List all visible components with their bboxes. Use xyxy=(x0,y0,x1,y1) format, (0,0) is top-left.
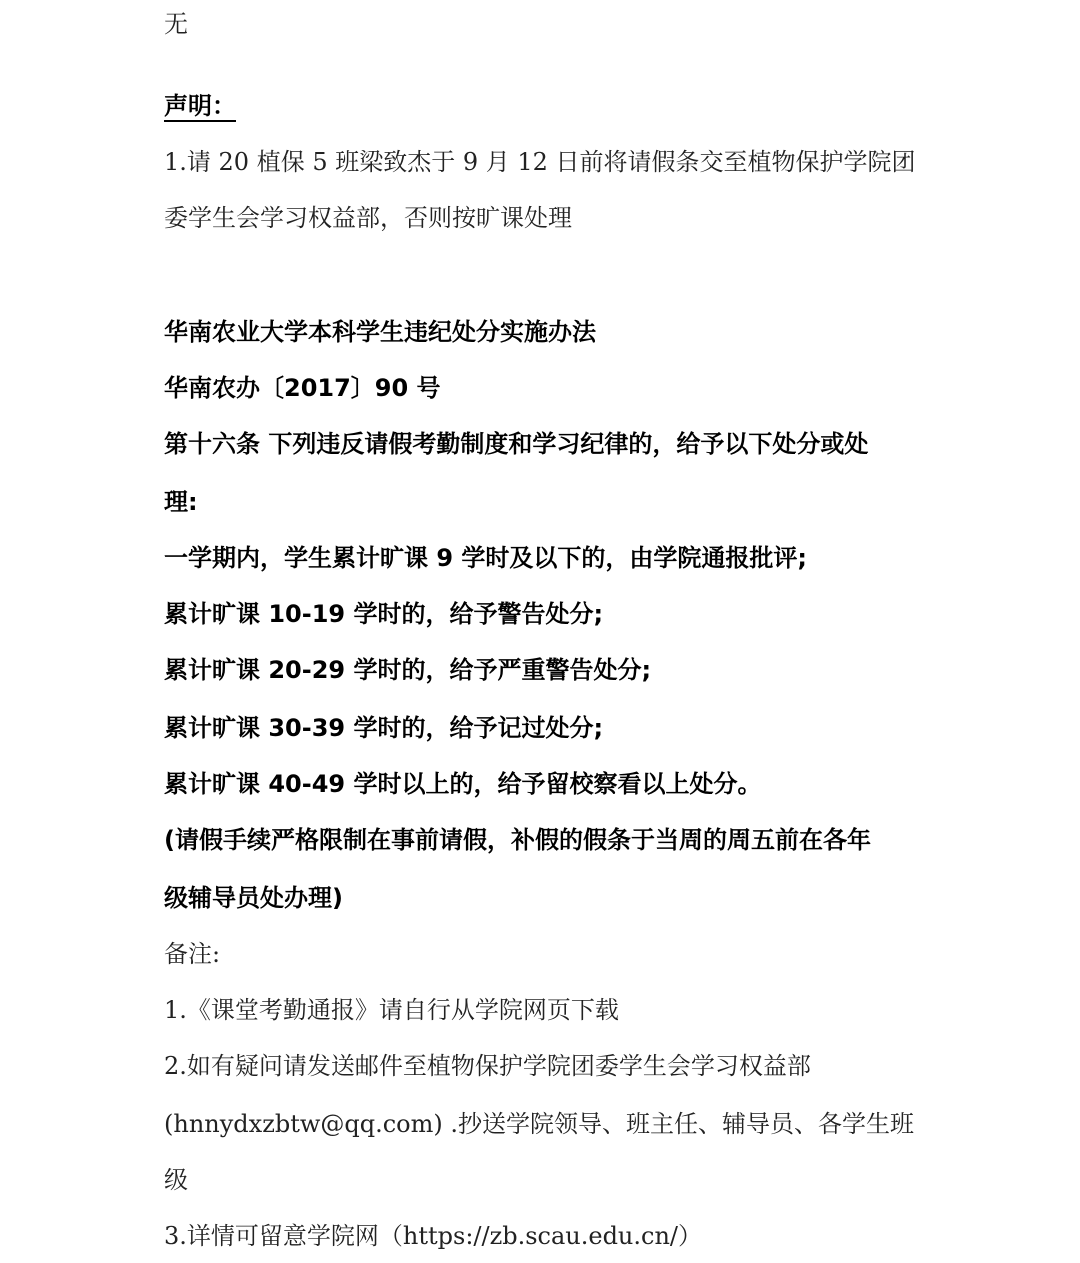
rule-item: 一学期内，学生累计旷课 9 学时及以下的，由学院通报批评; xyxy=(164,544,808,572)
remark-item-1: 1.《课堂考勤通报》请自行从学院网页下载 xyxy=(164,996,619,1024)
statement-item-1-line-1: 1.请 20 植保 5 班梁致杰于 9 月 12 日前将请假条交至植物保护学院团 xyxy=(164,148,916,176)
rule-item: 累计旷课 30-39 学时的，给予记过处分; xyxy=(164,714,604,742)
leave-note-line-2: 级辅导员处办理) xyxy=(164,884,343,912)
remark-item-2-line-1: 2.如有疑问请发送邮件至植物保护学院团委学生会学习权益部 xyxy=(164,1052,811,1080)
remark-item-2-line-3: 级 xyxy=(164,1166,188,1194)
leave-note-line-1: (请假手续严格限制在事前请假，补假的假条于当周的周五前在各年 xyxy=(164,826,871,854)
regulation-doc-number: 华南农办〔2017〕90 号 xyxy=(164,374,441,402)
statement-heading: 声明： xyxy=(164,92,236,120)
article-line-2: 理: xyxy=(164,488,198,516)
top-value-text: 无 xyxy=(164,10,188,38)
remark-item-2-line-2: (hnnydxzbtw@qq.com) .抄送学院领导、班主任、辅导员、各学生班 xyxy=(164,1110,915,1138)
rule-item: 累计旷课 20-29 学时的，给予严重警告处分; xyxy=(164,656,652,684)
article-line-1: 第十六条 下列违反请假考勤制度和学习纪律的，给予以下处分或处 xyxy=(164,430,869,458)
statement-item-1-line-2: 委学生会学习权益部，否则按旷课处理 xyxy=(164,204,572,232)
rule-item: 累计旷课 40-49 学时以上的，给予留校察看以上处分。 xyxy=(164,770,762,798)
remarks-label: 备注: xyxy=(164,940,221,968)
remark-item-3: 3.详情可留意学院网（https://zb.scau.edu.cn/） xyxy=(164,1222,703,1250)
rule-item: 累计旷课 10-19 学时的，给予警告处分; xyxy=(164,600,604,628)
regulation-title: 华南农业大学本科学生违纪处分实施办法 xyxy=(164,318,596,346)
